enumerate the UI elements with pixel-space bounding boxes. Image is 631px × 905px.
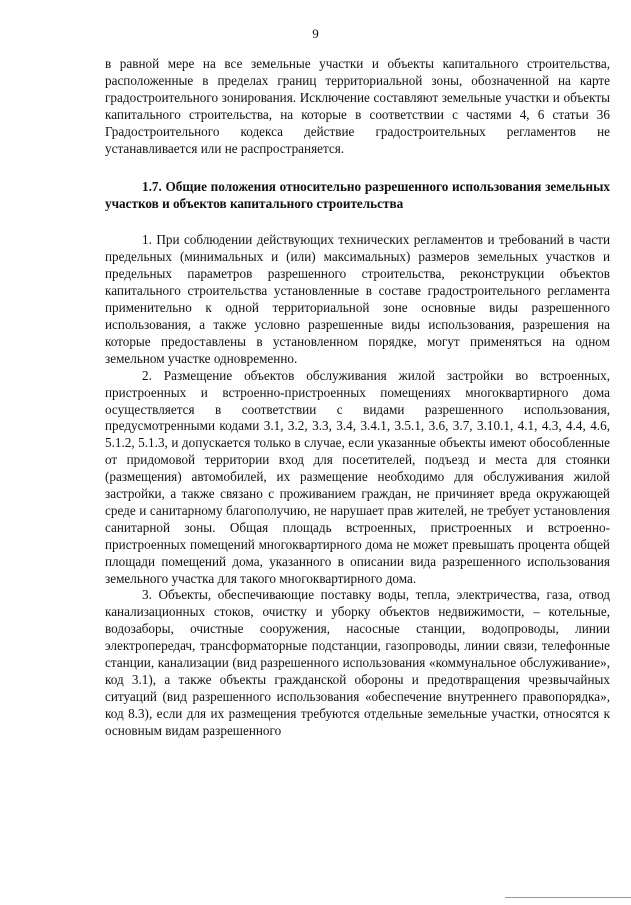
- paragraph-3: 3. Объекты, обеспечивающие поставку воды, тепла, электричества, газа, отвод канализационных стоков, очистку и уборку объектов недвижимости, – котельные, водозаборы, очистные сооружения, насосные станции, водопроводы, линии электропередач, трансформаторные подстанции, газопроводы, линии связи, телефонные станции, канализации (вид разрешенного использования «коммунальное обслуживание», код 3.1), а также объекты гражданской обороны и предотвращения чрезвычайных ситуаций (вид разрешенного использования «обеспечение внутреннего правопорядка», код 8.3), если для их размещения требуются отдельные земельные участки, относятся к основным видам разрешенного: [105, 587, 610, 738]
- paragraph-intro: в равной мере на все земельные участки и объекты капитального строительства, расположенные в пределах границ территориальной зоны, обозначенной на карте градостроительного зонирования. Исключение составляют земельные участки и объекты капитального строительства, на которые в соответствии с частями 4, 6 статьи 36 Градостроительного кодекса действие градостроительных регламентов не устанавливается или не распространяется.: [105, 56, 610, 156]
- document-body: [105, 56, 610, 740]
- paragraph-1: 1. При соблюдении действующих технических регламентов и требований в части предельных (минимальных и (или) максимальных) размеров земельных участков и предельных параметров разрешенного строительства, реконструкции объектов капитального строительства установленные в составе градостроительного регламента применительно к одной территориальной зоне основные виды разрешенного использования, а также условно разрешенные виды использования, разрешения на которые предоставлены в установленном порядке, могут применяться на одном земельном участке одновременно.: [105, 232, 610, 366]
- section-heading: 1.7. Общие положения относительно разрешенного использования земельных участков и объектов капитального строительства: [105, 179, 610, 212]
- page-number: 9: [312, 26, 319, 41]
- scan-edge-line: [505, 897, 631, 898]
- paragraph-2: 2. Размещение объектов обслуживания жилой застройки во встроенных, пристроенных и встроенно-пристроенных помещениях многоквартирного дома осуществляется в соответствии с видами разрешенного использования, предусмотренными кодами 3.1, 3.2, 3.3, 3.4, 3.4.1, 3.5.1, 3.6, 3.7, 3.10.1, 4.1, 4.3, 4.4, 4.6, 5.1.2, 5.1.3, и допускается только в случае, если указанные объекты имеют обособленные от придомовой территории вход для посетителей, подъезд и места для стоянки (размещения) автомобилей, их размещение необходимо для обслуживания жилой застройки, а также связано с проживанием граждан, не причиняет вреда окружающей среде и санитарному благополучию, не нарушает прав жителей, не требует установления санитарной зоны. Общая площадь встроенных, пристроенных и встроенно-пристроенных помещений многоквартирного дома не может превышать процента общей площади помещений дома, указанного в описании вида разрешенного использования земельного участка для такого многоквартирного дома.: [105, 367, 610, 586]
